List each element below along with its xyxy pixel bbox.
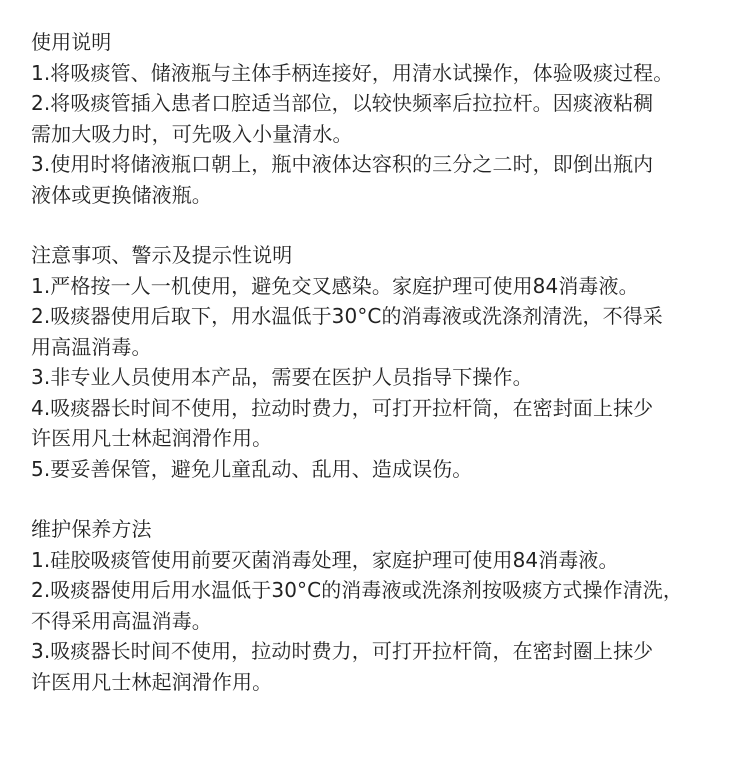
instruction-line: 1.将吸痰管、储液瓶与主体手柄连接好，用清水试操作，体验吸痰过程。	[31, 60, 674, 85]
warnings-section	[31, 240, 730, 484]
maintenance-line: 3.吸痰器长时间不使用，拉动时费力，可打开拉杆筒，在密封圈上抹少	[31, 639, 654, 663]
warning-line: 2.吸痰器使用后取下，用水温低于30°C的消毒液或洗涤剂清洗，不得采	[31, 304, 663, 328]
warning-line: 许医用凡士林起润滑作用。	[31, 426, 273, 450]
warning-line: 1.严格按一人一机使用，避免交叉感染。家庭护理可使用84消毒液。	[31, 273, 639, 298]
maintenance-line: 许医用凡士林起润滑作用。	[31, 669, 273, 694]
section-title: 使用说明	[31, 30, 112, 54]
usage-instructions-section	[31, 27, 730, 210]
instruction-line: 2.将吸痰管插入患者口腔适当部位，以较快频率后拉拉杆。因痰液粘稠	[31, 91, 654, 115]
warning-line: 3.非专业人员使用本产品，需要在医护人员指导下操作。	[31, 365, 533, 389]
maintenance-line: 不得采用高温消毒。	[31, 608, 212, 633]
warning-line: 5.要妥善保管，避免儿童乱动、乱用、造成误伤。	[31, 456, 473, 481]
maintenance-section	[31, 514, 730, 697]
warning-line: 4.吸痰器长时间不使用，拉动时费力，可打开拉杆筒，在密封面上抹少	[31, 395, 654, 420]
instruction-line: 3.使用时将储液瓶口朝上，瓶中液体达容积的三分之二时，即倒出瓶内	[31, 152, 654, 176]
instruction-line: 需加大吸力时，可先吸入小量清水。	[31, 121, 353, 146]
maintenance-line: 2.吸痰器使用后用水温低于30°C的消毒液或洗涤剂按吸痰方式操作清洗，	[31, 578, 683, 602]
section-title: 注意事项、警示及提示性说明	[31, 243, 293, 267]
maintenance-line: 1.硅胶吸痰管使用前要灭菌消毒处理，家庭护理可使用84消毒液。	[31, 547, 619, 572]
instruction-line: 液体或更换储液瓶。	[31, 182, 212, 207]
section-title: 维护保养方法	[31, 517, 152, 541]
warning-line: 用高温消毒。	[31, 334, 152, 359]
